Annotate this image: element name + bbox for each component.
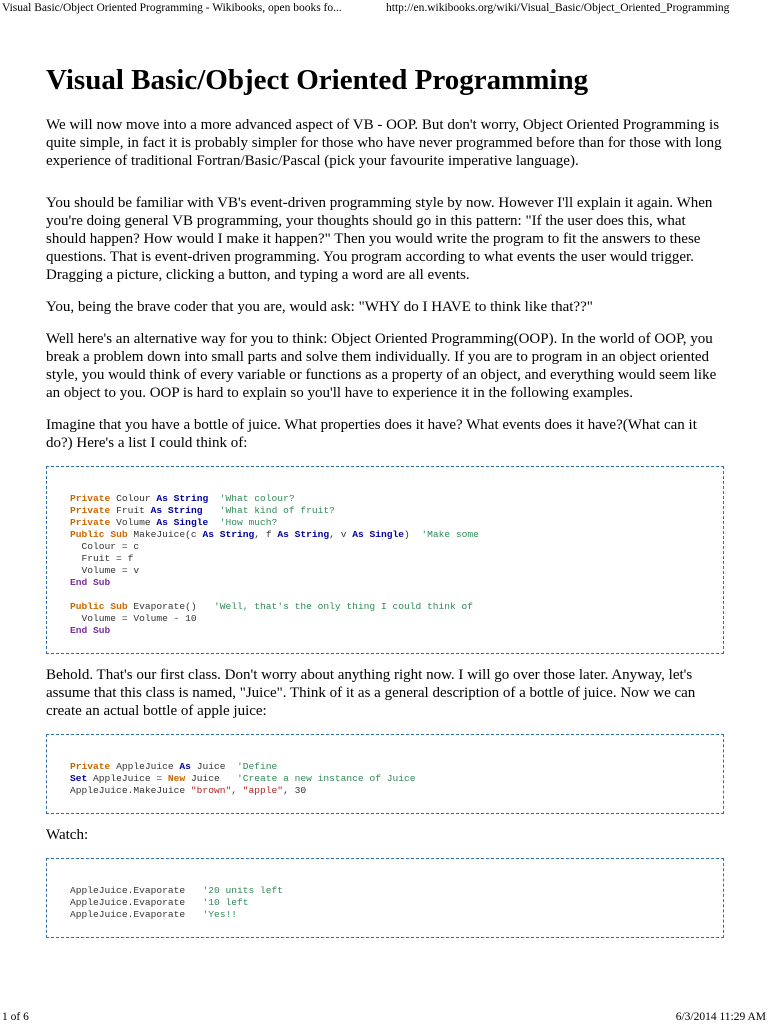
code-keyword: As	[156, 493, 168, 504]
code-identifier: Juice	[190, 773, 220, 784]
code-block-apple-juice	[46, 734, 724, 814]
code-juice-class: Private Colour As String 'What colour? Private Fruit As String 'What kind of fruit? Private Volume As Single 'How much? Public Sub MakeJuice(c As String, f As String, v As Single) 'Make some Colour = c Fruit = f Volume = v End Sub Public Sub Evaporate() 'Well, that's the only thing I could think of Volume = Volume - 10 End Sub	[70, 493, 479, 636]
code-comment: 'Make some	[421, 529, 479, 540]
code-keyword: Sub	[93, 625, 111, 636]
code-keyword: As	[277, 529, 289, 540]
code-keyword: Set	[70, 773, 88, 784]
code-keyword: As	[179, 761, 191, 772]
code-keyword: Private	[70, 761, 111, 772]
code-comment: 'What colour?	[219, 493, 295, 504]
print-footer	[0, 1010, 768, 1024]
code-comment: 'Create a new instance of Juice	[237, 773, 416, 784]
code-comment: 'What kind of fruit?	[219, 505, 335, 516]
code-keyword: Sub	[110, 529, 128, 540]
event-driven-paragraph: You should be familiar with VB's event-driven programming style by now. However I'll explain it again. When you're doing general VB programming, your thoughts should go in this pattern: "If the user does this, what should happen? How would I make it happen?" Then you would write the program to fit the answers to these questions. That is event-driven programming. You program according to what events the user would trigger. Dragging a picture, clicking a button, and typing a word are all events.	[46, 195, 713, 283]
code-identifier: AppleJuice.Evaporate	[70, 885, 186, 896]
page-number: 1 of 6	[2, 1011, 29, 1023]
brave-coder-paragraph: You, being the brave coder that you are, would ask: "WHY do I HAVE to think like that??"	[46, 299, 593, 315]
print-datetime: 6/3/2014 11:29 AM	[675, 1011, 766, 1023]
code-keyword: Single	[369, 529, 405, 540]
code-identifier: Juice	[196, 761, 226, 772]
code-identifier: AppleJuice.MakeJuice	[70, 785, 186, 796]
intro-paragraph: We will now move into a more advanced aspect of VB - OOP. But don't worry, Object Oriented Programming is quite simple, in fact it is probably simpler for those who have never programmed before than for those with long experience of traditional Fortran/Basic/Pascal (pick your favourite imperative language).	[46, 117, 722, 169]
code-keyword: Public	[70, 601, 105, 612]
code-block-juice-class	[46, 466, 724, 654]
code-keyword: String	[173, 493, 209, 504]
code-keyword: Sub	[110, 601, 128, 612]
code-string: "apple"	[242, 785, 284, 796]
code-keyword: End	[70, 625, 88, 636]
juice-paragraph: Imagine that you have a bottle of juice. What properties does it have? What events does it have?(What can it do?) Here's a list I could think of:	[46, 417, 697, 451]
code-comment: 'Yes!!	[202, 909, 237, 920]
code-statement: Volume = v	[81, 565, 140, 576]
code-keyword: New	[167, 773, 186, 784]
watch-paragraph: Watch:	[46, 827, 89, 843]
code-keyword: As	[202, 529, 214, 540]
code-identifier: AppleJuice.Evaporate	[70, 897, 186, 908]
code-identifier: Volume	[116, 517, 151, 528]
code-comment: '10 left	[202, 897, 249, 908]
code-identifier: AppleJuice	[116, 761, 174, 772]
code-keyword: Private	[70, 493, 111, 504]
code-keyword: String	[167, 505, 203, 516]
code-keyword: Public	[70, 529, 105, 540]
code-identifier: Colour	[116, 493, 151, 504]
code-identifier: v	[340, 529, 347, 540]
code-comment: 'Define	[237, 761, 278, 772]
code-comment: '20 units left	[202, 885, 284, 896]
behold-paragraph: Behold. That's our first class. Don't worry about anything right now. I will go over those later. Anyway, let's assume that this class is named, "Juice". Think of it as a general description of a bottle of juice. Now we can create an actual bottle of apple juice:	[46, 667, 696, 719]
code-keyword: As	[150, 505, 163, 516]
code-identifier: MakeJuice(c	[133, 529, 197, 540]
code-identifier: AppleJuice =	[93, 773, 163, 784]
print-header-url: http://en.wikibooks.org/wiki/Visual_Basic/Object_Oriented_Programming	[386, 2, 730, 14]
code-number: 30	[294, 785, 307, 796]
print-header-title: Visual Basic/Object Oriented Programming - Wikibooks, open books fo...	[2, 2, 342, 14]
article-content	[46, 62, 726, 950]
code-comment: 'How much?	[219, 517, 278, 528]
code-keyword: Private	[70, 517, 111, 528]
code-identifier: Evaporate()	[133, 601, 197, 612]
code-statement: Volume = Volume - 10	[81, 613, 197, 624]
code-string: "brown"	[190, 785, 232, 796]
code-keyword: String	[294, 529, 330, 540]
alternative-paragraph: Well here's an alternative way for you to think: Object Oriented Programming(OOP). In the world of OOP, you break a problem down into small parts and solve them individually. If you are to program in an object oriented style, you would think of every variable or functions as a property of an object, and everything would seem like an object to you. OOP is hard to explain so you'll have to experience it in the following examples.	[46, 331, 717, 401]
code-block-evaporate	[46, 858, 724, 938]
code-keyword: Single	[173, 517, 209, 528]
code-keyword: Sub	[93, 577, 111, 588]
code-statement: Fruit = f	[81, 553, 134, 564]
code-keyword: As	[156, 517, 168, 528]
page-title: Visual Basic/Object Oriented Programming	[46, 64, 589, 96]
code-keyword: Private	[70, 505, 111, 516]
code-keyword: As	[352, 529, 364, 540]
code-apple-juice: Private AppleJuice As Juice 'Define Set AppleJuice = New Juice 'Create a new instance of Juice AppleJuice.MakeJuice "brown", "apple", 30	[70, 761, 416, 796]
code-statement: Colour = c	[81, 541, 140, 552]
code-keyword: String	[219, 529, 255, 540]
print-header	[0, 0, 768, 18]
code-identifier: AppleJuice.Evaporate	[70, 909, 186, 920]
code-evaporate	[70, 885, 700, 921]
code-identifier: f	[265, 529, 272, 540]
code-keyword: End	[70, 577, 88, 588]
code-identifier: Fruit	[116, 505, 145, 516]
code-comment: 'Well, that's the only thing I could think of	[213, 601, 474, 612]
